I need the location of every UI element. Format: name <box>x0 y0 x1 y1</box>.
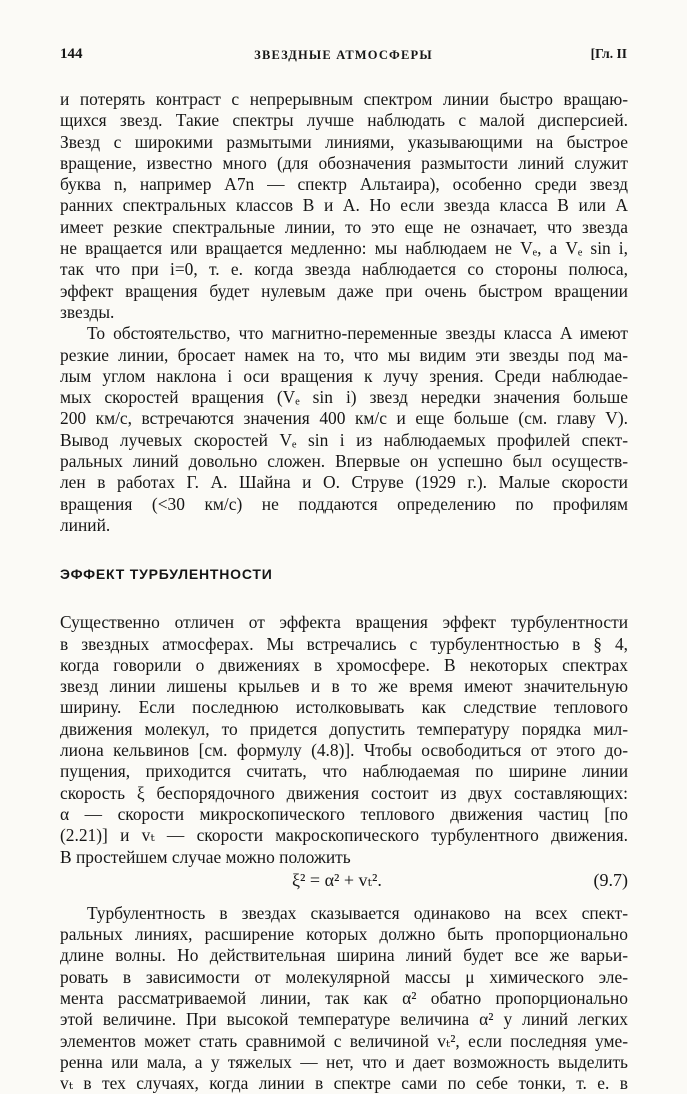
text-line: лым углом наклона i оси вращения к лучу зрения. Среди наблюдае- <box>60 365 628 386</box>
text-line: мых скоростей вращения (Vₑ sin i) звезд нередки значения больше <box>60 387 628 408</box>
text-line: Турбулентность в звездах сказывается одинаково на всех спект- <box>87 902 628 923</box>
text-line: звезд линии лишены крыльев и в то же время имеют значительную <box>60 676 628 697</box>
text-line: лен в работах Г. А. Шайна и О. Струве (1929 г.). Малые скорости <box>60 472 628 493</box>
text-line: Звезд с широкими размытыми линиями, указывающими на быстрое <box>60 131 628 152</box>
text-line: имеет резкие спектральные линии, то это еще не означает, что звезда <box>60 216 628 237</box>
paragraph-rotation-continued <box>60 89 628 323</box>
text-line: ровать в зависимости от молекулярной массы μ химического эле- <box>60 966 628 987</box>
text-line: Вывод лучевых скоростей Vₑ sin i из наблюдаемых профилей спект- <box>60 429 628 450</box>
text-line: вращения (<30 км/с) не поддаются определению по профилям <box>60 493 628 514</box>
text-line: скорость ξ беспорядочного движения состоит из двух составляющих: <box>60 782 628 803</box>
text-line: резкие линии, бросает намек на то, что мы видим эти звезды под ма- <box>60 344 628 365</box>
text-line: звезды. <box>60 301 115 322</box>
text-line: пущения, приходится считать, что наблюдаемая по ширине линии <box>60 761 628 782</box>
chapter-reference: [Гл. II <box>590 46 627 61</box>
paragraph-turbulence-lines <box>60 903 628 1094</box>
text-line: В простейшем случае можно положить <box>60 846 351 867</box>
text-line: мента рассматриваемой линии, так как α² обатно пропорционально <box>60 987 628 1008</box>
text-line: лиона кельвинов [см. формулу (4.8)]. Чтобы освободиться от этого до- <box>60 740 628 761</box>
body-text <box>60 89 628 1094</box>
equation-row <box>60 869 628 894</box>
text-line: ширину. Если последнюю истолковывать как следствие теплового <box>60 697 628 718</box>
text-line: ральных линий довольно сложен. Впервые он успешно был осуществ- <box>60 451 628 472</box>
text-line: буква n, например A7n — спектр Альтаира), особенно среди звезд <box>60 174 628 195</box>
text-line: этой величине. При высокой температуре величина α² у линий легких <box>60 1009 628 1030</box>
text-line: в звездных атмосферах. Мы встречались с турбулентностью в § 4, <box>60 633 628 654</box>
running-header <box>60 46 627 68</box>
text-line: ренна или мала, а у тяжелых — нет, что и дает возможность выделить <box>60 1051 628 1072</box>
text-line: так что при i=0, т. е. когда звезда наблюдается со стороны полюса, <box>60 259 628 280</box>
text-line: и потерять контраст с непрерывным спектром линии быстро вращаю- <box>60 89 628 109</box>
running-title: ЗВЕЗДНЫЕ АТМОСФЕРЫ <box>254 48 433 62</box>
text-line: vₜ в тех случаях, когда линии в спектре сами по себе тонки, т. е. в <box>60 1073 628 1094</box>
text-line: ранних спектральных классов B и A. Но если звезда класса B или A <box>60 195 628 216</box>
text-line: длине волны. Но действительная ширина линий будет все же варьи- <box>60 945 628 966</box>
section-heading: ЭФФЕКТ ТУРБУЛЕНТНОСТИ <box>60 566 273 583</box>
text-line: движения молекул, то придется допустить температуру порядка мил- <box>60 718 628 739</box>
paragraph-magnetic-stars <box>60 323 628 536</box>
text-line: (2.21)] и vₜ — скорости макроскопического турбулентного движения. <box>60 825 628 846</box>
equation-number: (9.7) <box>593 869 628 890</box>
page-number: 144 <box>60 46 83 62</box>
text-line: линий. <box>60 514 111 535</box>
text-line: вращение, известно много (для обозначения размытости линий служит <box>60 152 628 173</box>
text-line: элементов может стать сравнимой с величиной vₜ², если последняя уме- <box>60 1030 628 1051</box>
text-line: 200 км/с, встречаются значения 400 км/с и еще больше (см. главу V). <box>60 408 628 429</box>
text-line: То обстоятельство, что магнитно-переменные звезды класса A имеют <box>87 323 628 344</box>
text-line: α — скорости микроскопического теплового движения частиц [по <box>60 803 628 824</box>
text-line: ральных линиях, расширение которых должно быть пропорционально <box>60 924 628 945</box>
text-line: эффект вращения будет нулевым даже при очень быстром вращении <box>60 280 628 301</box>
equation-formula: ξ² = α² + vₜ². <box>292 869 382 890</box>
text-line: Существенно отличен от эффекта вращения эффект турбулентности <box>60 612 628 633</box>
text-line: не вращается или вращается медленно: мы наблюдаем не Vₑ, а Vₑ sin i, <box>60 238 628 259</box>
text-line: щихся звезд. Такие спектры лучше наблюдать с малой дисперсией. <box>60 110 628 131</box>
paragraph-turbulence <box>60 612 628 868</box>
text-line: когда говорили о движениях в хромосфере. В некоторых спектрах <box>60 654 628 675</box>
